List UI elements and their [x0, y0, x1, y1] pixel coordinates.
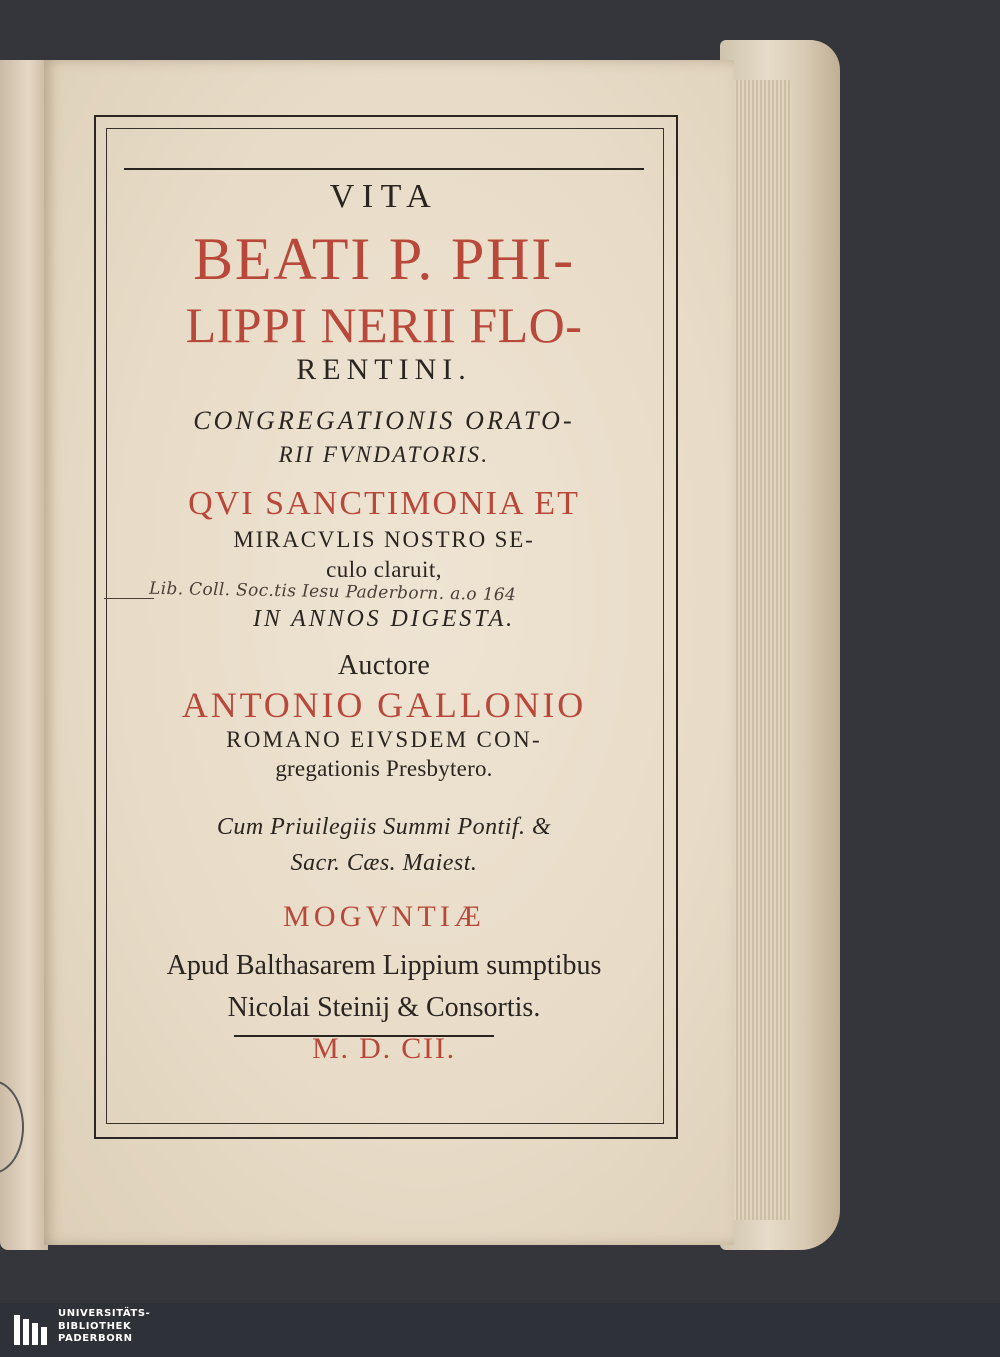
left-page-edge — [0, 60, 48, 1250]
title-line-rentini: RENTINI. — [296, 353, 472, 386]
author-name: ANTONIO GALLONIO — [181, 685, 587, 725]
subtitle-digesta: IN ANNOS DIGESTA. — [252, 606, 516, 632]
title-page — [44, 60, 734, 1245]
handwritten-dash — [104, 598, 154, 599]
imprint-place: MOGVNTIÆ — [283, 900, 485, 933]
privilege-line-2: Sacr. Cæs. Maiest. — [290, 850, 478, 876]
pencil-mark — [0, 1080, 24, 1174]
imprint-printer: Apud Balthasarem Lippium sumptibus — [166, 950, 602, 981]
auctore-label: Auctore — [337, 650, 431, 681]
subtitle-claruit: culo claruit, — [326, 557, 442, 582]
privilege-line-1: Cum Priuilegiis Summi Pontif. & — [216, 814, 552, 840]
author-romano: ROMANO EIVSDEM CON- — [226, 727, 542, 752]
title-line-lippi: LIPPI NERII FLO- — [185, 297, 583, 353]
subtitle-sanctimonia: QVI SANCTIMONIA ET — [188, 485, 580, 522]
subtitle-fundatoris: RII FVNDATORIS. — [278, 442, 490, 467]
subtitle-congregationis: CONGREGATIONIS ORATO- — [193, 406, 575, 435]
page-stack — [728, 80, 792, 1220]
subtitle-miraculis: MIRACVLIS NOSTRO SE- — [233, 527, 535, 552]
imprint-date: M. D. CII. — [312, 1032, 456, 1065]
handwritten-ownership-note: Lib. Coll. Soc.tis Iesu Paderborn. a.o 164 — [148, 578, 517, 606]
library-name-line-3: PADERBORN — [58, 1333, 133, 1344]
imprint-publisher: Nicolai Steinij & Consortis. — [227, 992, 541, 1023]
library-name[interactable] — [58, 1308, 150, 1346]
library-name-line-2: BIBLIOTHEK — [58, 1320, 132, 1332]
author-presbytero: gregationis Presbytero. — [275, 756, 493, 781]
footer-bar — [0, 1303, 1000, 1357]
title-line-beati: BEATI P. PHI- — [193, 226, 575, 292]
library-name-line-1: UNIVERSITÄTS- — [58, 1308, 151, 1319]
title-vita: VITA — [329, 178, 439, 215]
top-rule — [124, 168, 644, 170]
library-logo-icon[interactable] — [12, 1309, 52, 1349]
